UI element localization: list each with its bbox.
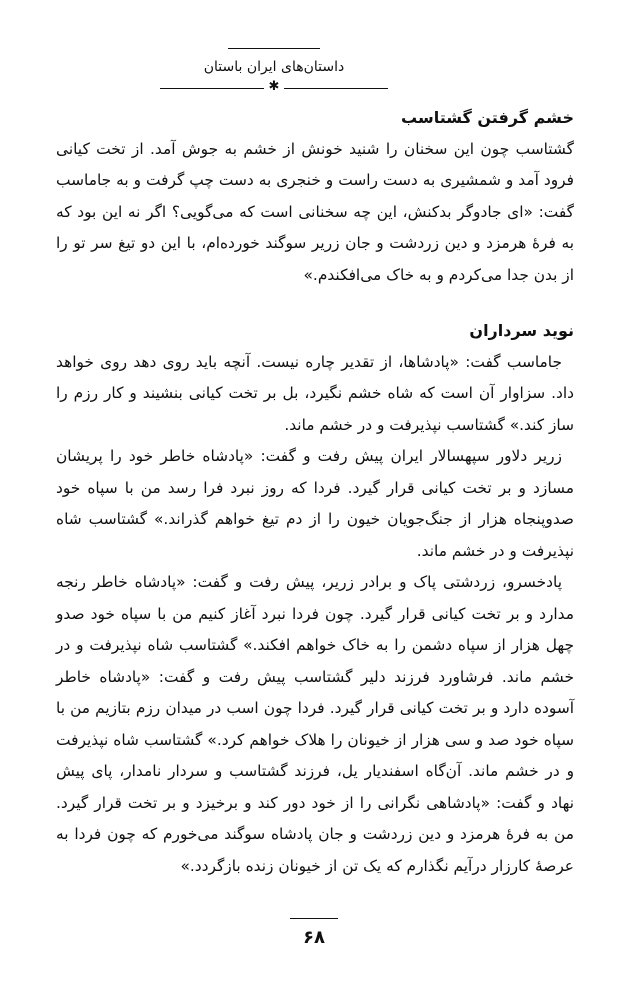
section-khashm-gereftan	[56, 102, 574, 291]
page-footer	[268, 918, 360, 958]
paragraph: گشتاسب چون این سخنان را شنید خونش از خشم به جوش آمد. از تخت کیانی فرود آمد و شمشیری به دست راست و خنجری به دست چپ گرفت و به جاماسب گفت: «ای جادوگر بدکنش، این چه سخنانی است که می‌گویی؟ اگر نه این بود که به فرهٔ هرمزد و دین زردشت و جان زریر سوگند خورده‌ام، با این دو تیغ سر تو را از بدن جدا می‌کردم و به خاک می‌افکندم.»	[56, 139, 574, 284]
header-ornament-line	[160, 79, 388, 94]
header-rule-right	[284, 88, 388, 89]
section-spacer	[56, 291, 574, 315]
asterisk-ornament-icon: ✱	[268, 79, 280, 94]
page-body	[56, 102, 574, 882]
paragraph: جاماسب گفت: «پادشاها، از تقدیر چاره نیست. آنچه باید روی دهد روی خواهد داد. سزاوار آن است که شاه خشم نگیرد، بل بر تخت کیانی بنشیند و کار رزم را ساز کند.» گشتاسب نپذیرفت و در خشم ماند.	[56, 352, 574, 434]
header-rule-left	[160, 88, 264, 89]
header-book-title: داستان‌های ایران باستان	[203, 59, 345, 75]
running-header	[160, 48, 388, 98]
page-number: ۶۸	[303, 927, 325, 948]
section-navid-sardaran	[56, 315, 574, 882]
section-heading: نوید سرداران	[469, 321, 574, 340]
paragraph: زریر دلاور سپهسالار ایران پیش رفت و گفت: «پادشاه خاطر خود را پریشان مسازد و بر تخت کیانی قرار گیرد. فردا که روز نبرد فرا رسد من با سپاه خود صدوپنجاه هزار از جنگ‌جویان خیون را از دم تیغ خواهم گذراند.» گشتاسب شاه نپذیرفت و در خشم ماند.	[56, 447, 574, 560]
footer-rule	[290, 918, 338, 919]
section-heading: خشم گرفتن گشتاسب	[401, 108, 574, 127]
paragraph: پادخسرو، زردشتی پاک و برادر زریر، پیش رفت و گفت: «پادشاه خاطر رنجه مدارد و بر تخت کیانی قرار گیرد. چون فردا نبرد آغاز کنیم من با سپاه خود صدو چهل هزار از سپاه دشمن را به خاک خواهم افکند.» گشتاسب شاه نپذیرفت و در خشم ماند. فرشاورد فرزند دلیر گشتاسب پیش رفت و گفت: «پادشاه خاطر آسوده دارد و بر تخت کیانی قرار گیرد. فردا چون اسب در میدان رزم بتازیم من با سپاه خود صد و سی هزار از خیونان را هلاک خواهم کرد.» گشتاسب شاه نپذیرفت و در خشم ماند. آن‌گاه اسفندیار یل، فرزند گشتاسب و سردار نامدار، پای پیش نهاد و گفت: «پادشاهی نگرانی را از خود دور کند و برخیزد و بر تخت قرار گیرد. من به فرهٔ هرمزد و دین زردشت و جان پادشاه سوگند می‌خورم که چون فردا به عرصهٔ کارزار درآیم نگذارم که یک تن از خیونان زنده بازگردد.»	[56, 573, 574, 875]
header-top-rule	[228, 48, 320, 49]
